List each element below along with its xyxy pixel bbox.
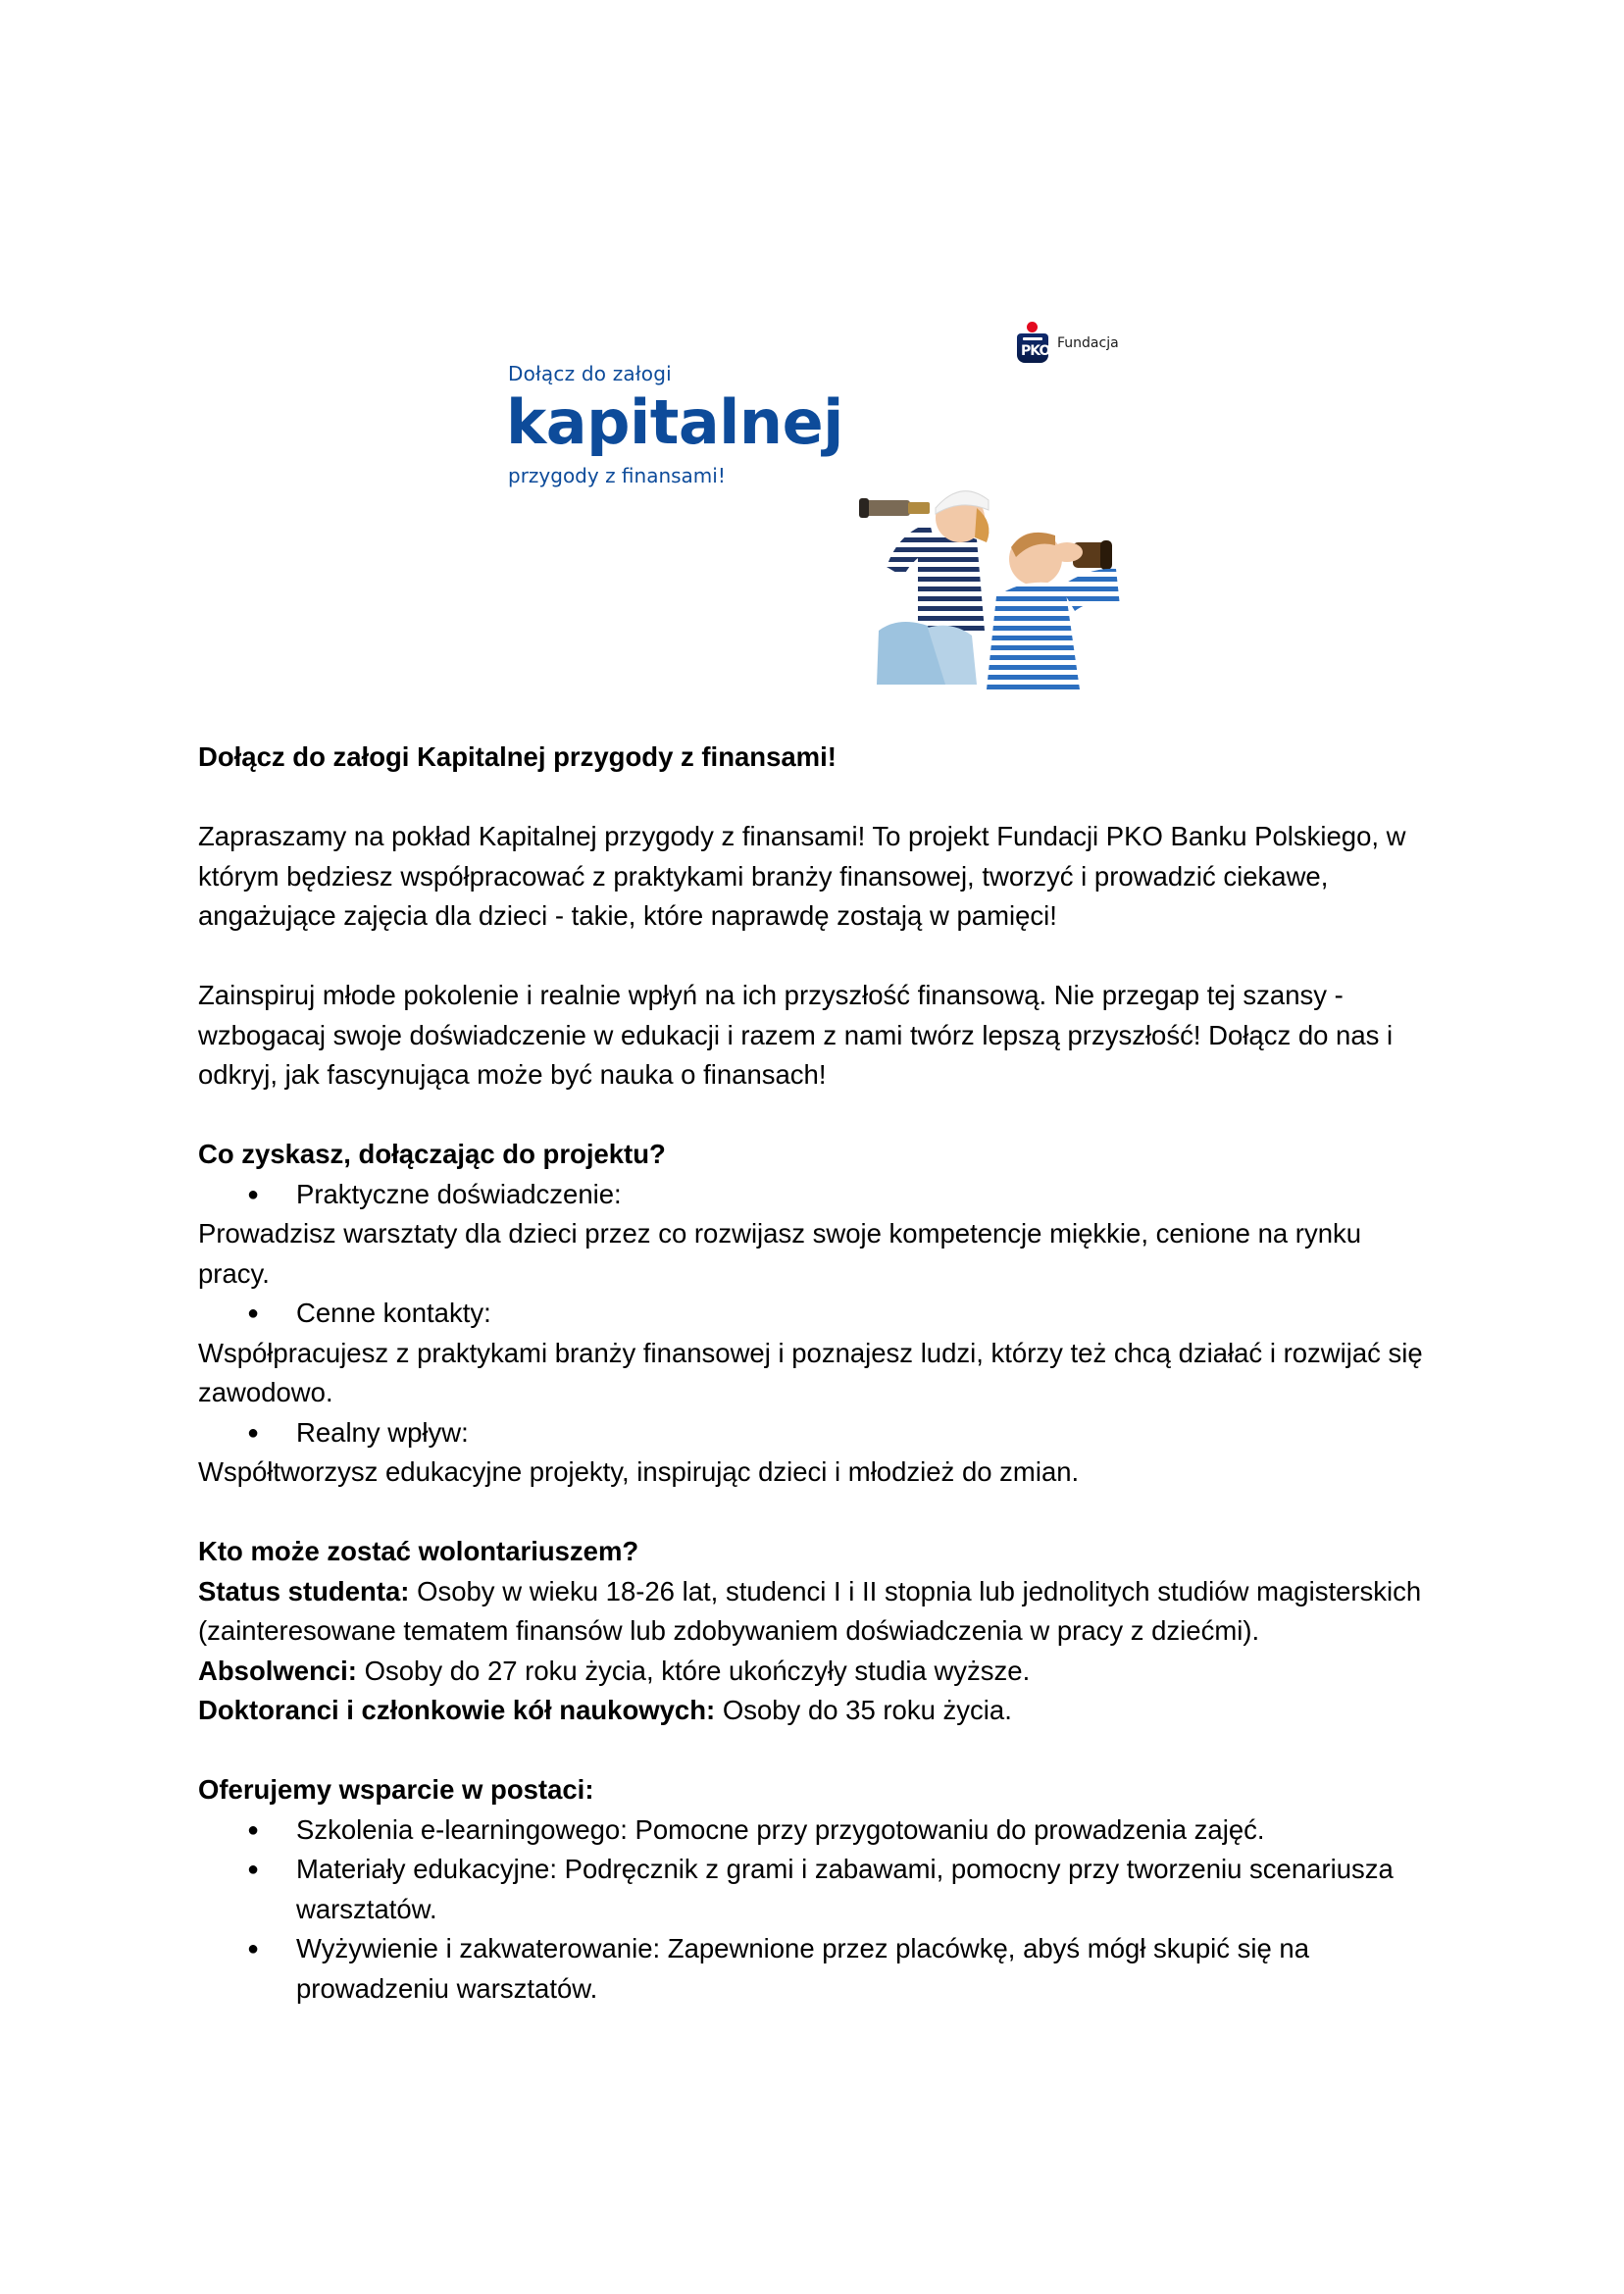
- logo-coin-slot: [1023, 337, 1042, 340]
- banner-title-block: [508, 361, 843, 488]
- benefits-heading: Co zyskasz, dołączając do projektu?: [198, 1139, 666, 1169]
- banner-post-title: przygody z finansami!: [508, 464, 726, 487]
- bullet-icon: ●: [247, 1938, 260, 1960]
- pko-piggybank-icon: [1016, 322, 1049, 365]
- list-item: [198, 1810, 1434, 1851]
- bullet-icon: ●: [247, 1183, 260, 1205]
- eligibility-item: [198, 1691, 1434, 1731]
- bullet-icon: ●: [247, 1859, 260, 1880]
- logo-red-dot: [1027, 322, 1038, 332]
- eligibility-label: Doktoranci i członkowie kół naukowych:: [198, 1695, 716, 1725]
- bullet-icon: ●: [247, 1302, 260, 1324]
- eligibility-item: [198, 1572, 1434, 1652]
- intro-paragraph-2: Zainspiruj młode pokolenie i realnie wpłyń na ich przyszłość finansową. Nie przegap tej szansy - wzbogacaj swoje doświadczenie w edukacji i razem z nami twórz lepszą przyszłość! Dołącz do nas i odkryj, jak fascynująca może być nauka o finansach!: [198, 980, 1394, 1090]
- logo-body: [1017, 333, 1048, 363]
- benefits-section: [198, 1135, 1434, 1493]
- benefit-description: Współpracujesz z praktykami branży finansowej i poznajesz ludzi, którzy też chcą działać i rozwijać się zawodowo.: [198, 1337, 1423, 1407]
- telescope: [859, 498, 930, 518]
- eligibility-heading: Kto może zostać wolontariuszem?: [198, 1536, 639, 1566]
- support-item-text: Szkolenia e-learningowego: Pomocne przy przygotowaniu do prowadzenia zajęć.: [296, 1813, 1265, 1845]
- support-item-text: Materiały edukacyjne: Podręcznik z grami i zabawami, pomocny przy tworzeniu scenariusza warsztatów.: [296, 1854, 1394, 1924]
- logo-letters: PKO: [1021, 343, 1050, 359]
- eligibility-text: Osoby w wieku 18-26 lat, studenci I i II stopnia lub jednolitych studiów magisterskich (zainteresowane tematem finansów lub zdobywaniem doświadczenia w pracy z dziećmi).: [198, 1575, 1422, 1646]
- eligibility-text: Osoby do 35 roku życia.: [715, 1695, 1012, 1725]
- list-item: [198, 1413, 1434, 1453]
- spacer: [198, 937, 1434, 977]
- eligibility-section: [198, 1532, 1434, 1731]
- spacer: [198, 778, 1434, 818]
- intro-paragraph-1: Zapraszamy na pokład Kapitalnej przygody z finansami! To projekt Fundacji PKO Banku Polskiego, w którym będziesz współpracować z praktykami branży finansowej, tworzyć i prowadzić ciekawe, angażujące zajęcia dla dzieci - takie, które naprawdę zostają w pamięci!: [198, 821, 1406, 931]
- logo-label: Fundacja: [1057, 335, 1119, 351]
- spacer: [198, 1493, 1434, 1533]
- document-body: [198, 738, 1434, 2009]
- benefit-description: Współtworzysz edukacyjne projekty, inspirując dzieci i młodzież do zmian.: [198, 1456, 1080, 1487]
- support-heading: Oferujemy wsparcie w postaci:: [198, 1774, 594, 1805]
- support-item-text: Wyżywienie i zakwaterowanie: Zapewnione przez placówkę, abyś mógł skupić się na prowadzeniu warsztatów.: [296, 1933, 1310, 2004]
- eligibility-text: Osoby do 27 roku życia, które ukończyły studia wyższe.: [356, 1655, 1031, 1686]
- benefit-title: Realny wpływ:: [296, 1416, 469, 1448]
- benefit-title: Cenne kontakty:: [296, 1298, 491, 1328]
- banner-main-title: kapitalnej: [506, 386, 843, 458]
- spacer: [198, 1731, 1434, 1771]
- eligibility-label: Status studenta:: [198, 1575, 410, 1606]
- eligibility-label: Absolwenci:: [198, 1655, 357, 1686]
- list-item: [198, 1850, 1434, 1929]
- bullet-icon: ●: [247, 1421, 260, 1444]
- banner-pre-title: Dołącz do załogi: [508, 362, 672, 385]
- campaign-banner: [496, 312, 1143, 689]
- spacer: [198, 1096, 1434, 1136]
- eligibility-item: [198, 1652, 1434, 1692]
- list-item: [198, 1175, 1434, 1215]
- kids-with-telescope-image: [859, 449, 1143, 689]
- page-title: Dołącz do załogi Kapitalnej przygody z finansami!: [198, 741, 837, 772]
- support-section: [198, 1770, 1434, 2009]
- pko-fundacja-logo: [1016, 322, 1119, 365]
- benefit-title: Praktyczne doświadczenie:: [296, 1178, 622, 1209]
- list-item: [198, 1294, 1434, 1334]
- benefit-description: Prowadzisz warsztaty dla dzieci przez co rozwijasz swoje kompetencje miękkie, cenione na rynku pracy.: [198, 1218, 1362, 1289]
- bullet-icon: ●: [247, 1818, 260, 1841]
- girl-figure: [877, 491, 989, 685]
- list-item: [198, 1929, 1434, 2009]
